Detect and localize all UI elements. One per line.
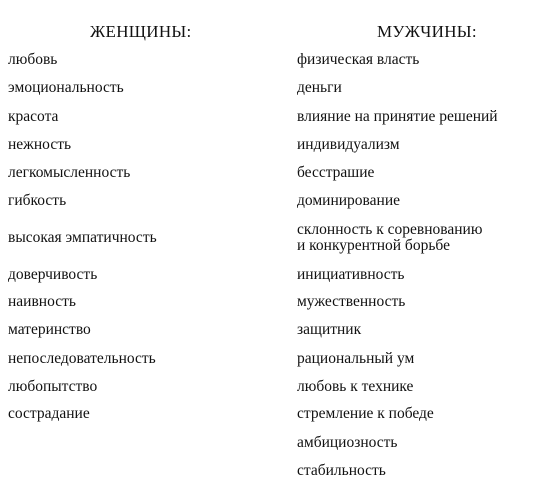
men-trait-item: защитник (297, 321, 362, 338)
men-trait-item: деньги (297, 79, 342, 96)
women-trait-item: эмоциональность (8, 79, 124, 96)
women-trait-item: легкомысленность (8, 164, 131, 181)
women-trait-item: сострадание (8, 405, 90, 422)
women-trait-item: красота (8, 108, 59, 125)
men-heading: МУЖЧИНЫ: (377, 22, 477, 41)
women-trait-item: любопытство (8, 378, 98, 395)
men-trait-item: рациональный ум (297, 350, 415, 367)
women-trait-item: гибкость (8, 192, 67, 209)
men-trait-line: и конкурентной борьбе (297, 237, 450, 254)
men-trait-item: амбициозность (297, 434, 398, 451)
men-trait-item (297, 222, 482, 254)
men-trait-item: любовь к технике (297, 378, 414, 395)
men-trait-item: инициативность (297, 266, 405, 283)
women-trait-item: нежность (8, 136, 72, 153)
women-trait-item: доверчивость (8, 266, 98, 283)
men-trait-item: бесстрашие (297, 164, 375, 181)
women-trait-item: любовь (8, 51, 58, 68)
men-trait-item: доминирование (297, 192, 400, 209)
men-trait-item: влияние на принятие решений (297, 108, 498, 125)
men-trait-item: мужественность (297, 293, 406, 310)
women-trait-item: материнство (8, 321, 91, 338)
men-trait-item: физическая власть (297, 51, 420, 68)
women-trait-item: высокая эмпатичность (8, 229, 157, 246)
men-trait-line: склонность к соревнованию (297, 221, 483, 238)
women-trait-item: непоследовательность (8, 350, 156, 367)
women-trait-item: наивность (8, 293, 76, 310)
women-heading: ЖЕНЩИНЫ: (90, 22, 192, 41)
men-trait-item: индивидуализм (297, 136, 400, 153)
men-trait-item: стабильность (297, 462, 386, 479)
men-trait-item: стремление к победе (297, 405, 434, 422)
